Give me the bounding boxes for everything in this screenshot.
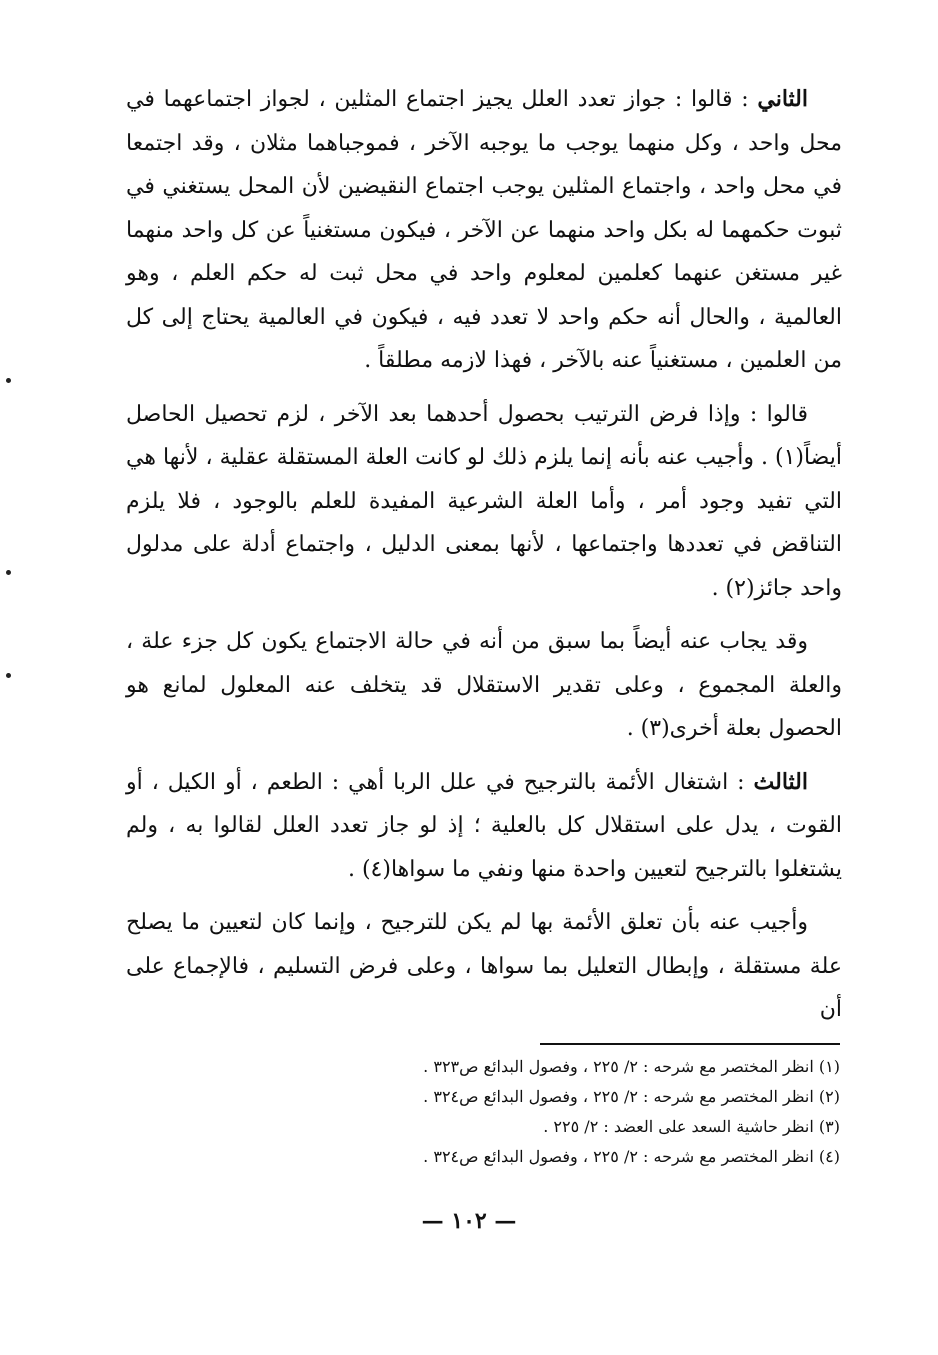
footnote-2: (٢) انظر المختصر مع شرحه : ٢/ ٢٢٥ ، وفصول البدائع ص٣٢٤ . bbox=[423, 1087, 840, 1106]
footnotes bbox=[300, 1052, 840, 1172]
paragraph-text: وأجيب عنه بأن تعلق الأئمة بها لم يكن للترجيح ، وإنما كان لتعيين ما يصلح علة مستقلة ، وإبطال التعليل بما سواها ، وعلى فرض التسليم ، فالإجماع على أن bbox=[126, 910, 842, 1022]
paragraph-third-answer bbox=[126, 901, 842, 1032]
footnote-1: (١) انظر المختصر مع شرحه : ٢/ ٢٢٥ ، وفصول البدائع ص٣٢٣ . bbox=[423, 1057, 840, 1076]
paragraph-text: قالوا : وإذا فرض الترتيب بحصول أحدهما بعد الآخر ، لزم تحصيل الحاصل أيضاً(١) . وأجيب عنه بأنه إنما يلزم ذلك لو كانت العلة المستقلة عقلية ، لأنها هي التي تفيد وجود أمر ، وأما العلة الشرعية المفيدة للعلم بالوجود ، فلا يلزم التناقض في تعددها واجتماعها ، لأنها بمعنى الدليل ، واجتماع أدلة على مدلول واحد جائز(٢) . bbox=[126, 401, 842, 601]
paragraph-lead-term: الثاني bbox=[757, 86, 808, 112]
footnote-separator bbox=[540, 1043, 840, 1045]
page-number: — ١٠٢ — bbox=[421, 1208, 517, 1234]
scan-speck bbox=[6, 378, 11, 383]
paragraph-text: : قالوا : جواز تعدد العلل يجيز اجتماع المثلين ، لجواز اجتماعهما في محل واحد ، وكل منهما يوجب ما يوجبه الآخر ، فموجباهما مثلان ، وقد اجتمعا في محل واحد ، واجتماع المثلين يوجب اجتماع النقيضين لأن المحل يستغني في ثبوت حكمهما له بكل واحد منهما عن الآخر ، فيكون مستغنياً عن كل واحد منهما غير مستغن عنهما كعلمين لمعلوم واحد في محل ثبت له حكم العلم ، وهو العالمية ، والحال أنه حكم واحد لا تعدد فيه ، فيكون في العالمية يحتاج إلى كل من العلمين ، مستغنياً عنه بالآخر ، فهذا لازمه مطلقاً . bbox=[126, 87, 842, 373]
scan-speck bbox=[6, 570, 11, 575]
paragraph-third-argument bbox=[126, 761, 842, 892]
paragraph-lead-term: الثالث bbox=[753, 768, 808, 795]
paragraph-text: وقد يجاب عنه أيضاً بما سبق من أنه في حالة الاجتماع يكون كل جزء علة ، والعلة المجموع ، وعلى تقدير الاستقلال قد يتخلف عنه المعلول لمانع هو الحصول بعلة أخرى(٣) . bbox=[126, 629, 842, 741]
paragraph-additional-answer bbox=[126, 620, 842, 751]
paragraph-second-argument bbox=[126, 78, 842, 383]
paragraph-sequence-objection bbox=[126, 393, 842, 611]
footnote-3: (٣) انظر حاشية السعد على العضد : ٢/ ٢٢٥ . bbox=[543, 1117, 840, 1136]
paragraph-text: : اشتغال الأئمة بالترجيح في علل الربا أهي : الطعم ، أو الكيل ، أو القوت ، يدل على استقلال كل بالعلية ؛ إذ لو جاز تعدد العلل لقالوا به ، ولم يشتغلوا بالترجيح لتعيين واحدة منها ونفي ما سواها(٤) . bbox=[126, 769, 842, 882]
scan-speck bbox=[6, 673, 11, 678]
main-text bbox=[126, 78, 842, 1042]
footnote-4: (٤) انظر المختصر مع شرحه : ٢/ ٢٢٥ ، وفصول البدائع ص٣٢٤ . bbox=[423, 1147, 840, 1166]
